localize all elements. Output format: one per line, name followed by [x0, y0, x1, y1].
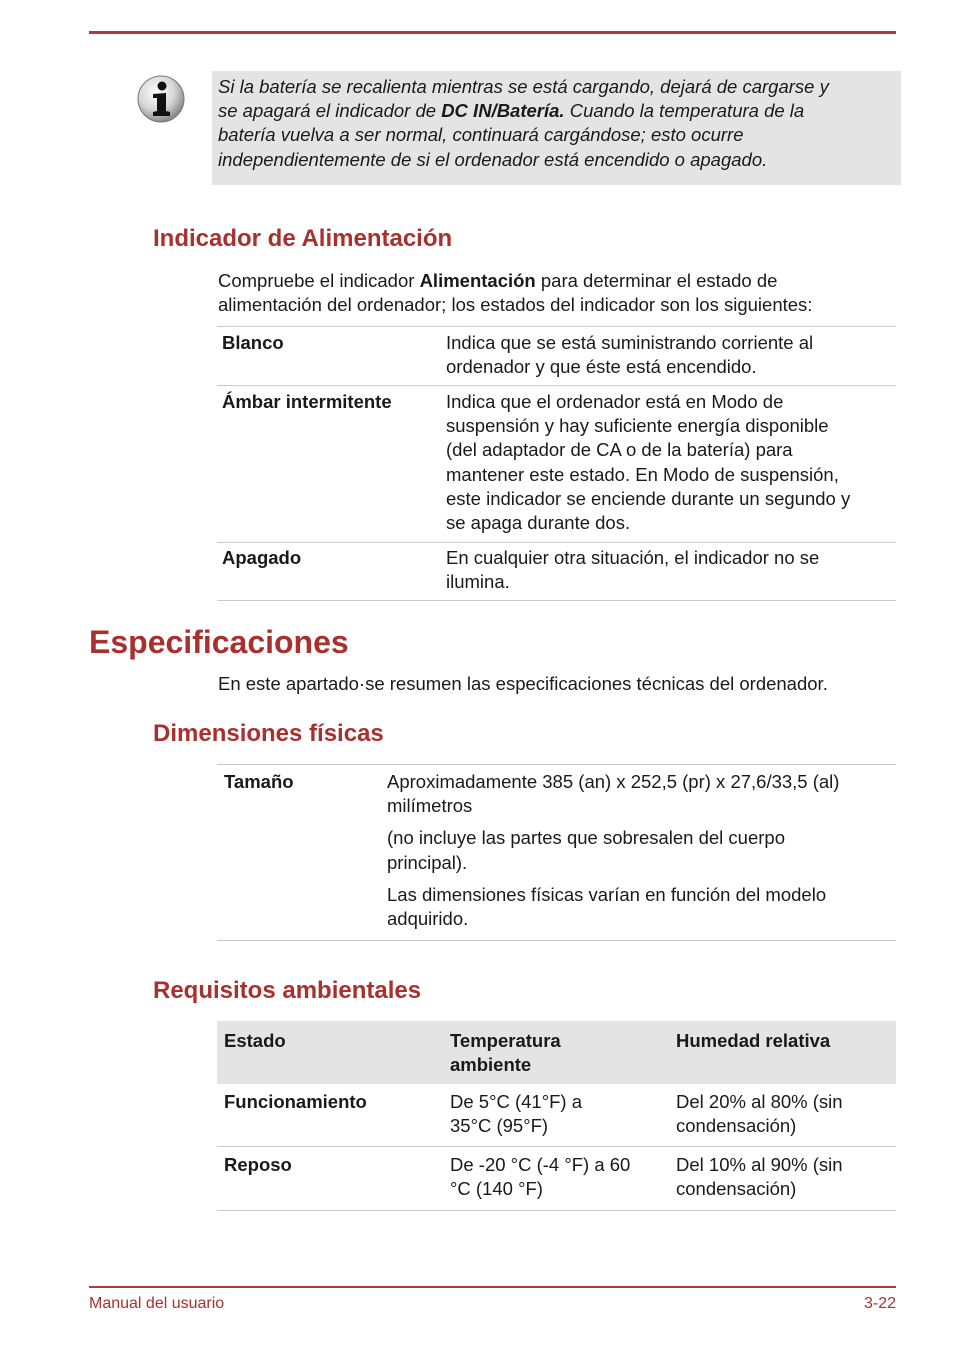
info-icon: [136, 74, 186, 124]
note-line-1: Si la batería se recalienta mientras se está cargando, dejará de cargarse y: [218, 76, 829, 97]
header-temp: Temperatura ambiente: [450, 1030, 561, 1076]
footer-rule: [89, 1286, 896, 1288]
table-cell-state: Blanco: [222, 332, 284, 353]
power-indicator-heading: Indicador de Alimentación: [153, 225, 453, 252]
top-rule: [89, 31, 896, 34]
note-line-3: batería vuelva a ser normal, continuará cargándose; esto ocurre: [218, 124, 744, 146]
footer-title: Manual del usuario: [89, 1295, 225, 1312]
dimensions-heading: Dimensiones físicas: [153, 720, 384, 747]
table-cell-state: Apagado: [222, 547, 302, 568]
table-cell-state: Funcionamiento: [224, 1091, 367, 1112]
specs-intro: En este apartado·se resumen las especificaciones técnicas del ordenador.: [218, 673, 828, 694]
specs-heading: Especificaciones: [89, 624, 349, 660]
dimensions-value: Aproximadamente 385 (an) x 252,5 (pr) x 27,6/33,5 (al) milímetros (no incluye las partes que sobresalen del cuerpo principal). Las dimensiones físicas varían en función del modelo adquirido.: [387, 771, 840, 930]
table-cell-state: Ámbar intermitente: [222, 391, 392, 412]
table-rule: [217, 1210, 896, 1211]
header-state: Estado: [224, 1030, 286, 1051]
table-rule: [217, 385, 896, 386]
table-cell-temp: De -20 °C (-4 °F) a 60 °C (140 °F): [450, 1154, 631, 1200]
table-rule: [217, 600, 896, 601]
table-cell-desc: Indica que se está suministrando corriente al ordenador y que éste está encendido.: [446, 332, 814, 378]
table-cell-desc: Indica que el ordenador está en Modo de suspensión y hay suficiente energía disponible (del adaptador de CA o de la batería) para mantener este estado. En Modo de suspensión, este indicador se enciende durante un segundo y se apaga durante dos.: [446, 391, 851, 534]
note-line-2: se apagará el indicador de DC IN/Batería. Cuando la temperatura de la: [218, 100, 805, 122]
environment-heading: Requisitos ambientales: [153, 977, 422, 1004]
power-indicator-intro: Compruebe el indicador Alimentación para determinar el estado de alimentación del ordenador; los estados del indicador son los siguientes:: [218, 270, 813, 316]
dimensions-label: Tamaño: [224, 771, 294, 792]
table-rule: [217, 1146, 896, 1147]
page-number: 3-22: [863, 1295, 896, 1312]
header-humidity: Humedad relativa: [676, 1030, 831, 1051]
table-cell-state: Reposo: [224, 1154, 292, 1175]
table-cell-temp: De 5°C (41°F) a 35°C (95°F): [450, 1091, 583, 1137]
note-line-4: independientemente de si el ordenador está encendido o apagado.: [218, 148, 768, 170]
table-cell-humidity: Del 20% al 80% (sin condensación): [676, 1091, 843, 1137]
table-cell-humidity: Del 10% al 90% (sin condensación): [676, 1154, 843, 1200]
table-cell-desc: En cualquier otra situación, el indicador no se ilumina.: [446, 547, 820, 593]
table-rule: [217, 940, 896, 941]
table-rule: [217, 764, 896, 765]
note-box: [212, 71, 901, 185]
table-rule: [217, 542, 896, 543]
table-rule: [217, 326, 896, 327]
